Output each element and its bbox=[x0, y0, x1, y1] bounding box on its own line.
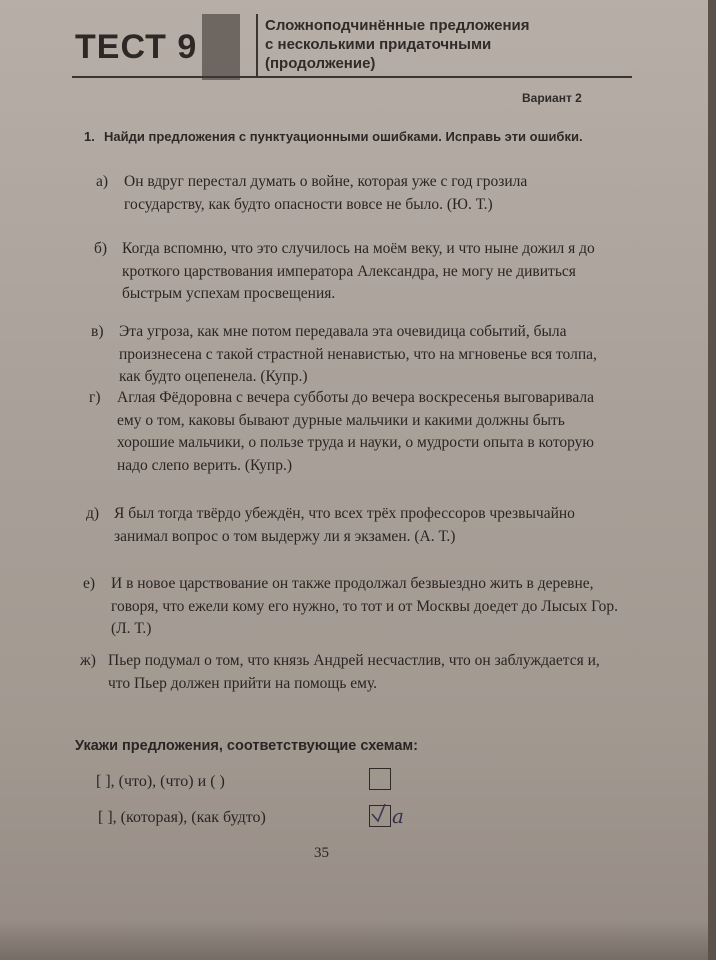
sentence-item-zh bbox=[80, 650, 625, 695]
item-text: Пьер подумал о том, что князь Андрей несчастлив, что он заблуждается и, что Пьер должен прийти на помощь ему. bbox=[108, 652, 600, 692]
subtitle-line: с несколькими придаточными bbox=[265, 36, 492, 53]
item-letter: ж) bbox=[80, 652, 96, 669]
item-text: Аглая Фёдоровна с вечера субботы до вечера воскресенья выговаривала ему о том, каковы бывают дурные мальчики и какими должны быть хорошие мальчики, о пользе труда и науки, о мудрости опыта в которую надо слепо верить. (Купр.) bbox=[117, 389, 595, 474]
page-bottom-shadow bbox=[0, 920, 716, 960]
item-letter: е) bbox=[83, 575, 96, 592]
task-2-instruction: Укажи предложения, соответствующие схемам: bbox=[75, 738, 418, 754]
scheme-2-answer-box[interactable] bbox=[369, 804, 404, 828]
subtitle-line: (продолжение) bbox=[265, 55, 376, 72]
variant-label: Вариант 2 bbox=[522, 91, 582, 105]
task-text: Найди предложения с пунктуационными ошибками. Исправь эти ошибки. bbox=[104, 129, 583, 144]
item-text: Эта угроза, как мне потом передавала эта очевидица событий, была произнесена с такой страстной ненавистью, что на мгновенье вся толпа, как будто оцепенела. (Купр.) bbox=[119, 323, 597, 385]
scheme-1-formula: [ ], (что), (что) и ( ) bbox=[96, 773, 225, 790]
item-letter: д) bbox=[86, 505, 100, 522]
sentence-item-g bbox=[89, 387, 617, 477]
task-number: 1. bbox=[84, 129, 95, 144]
item-text: И в новое царствование он также продолжал безвыездно жить в деревне, говоря, что ежели кому его нужно, то тот и от Москвы доедет до Лысых Гор. (Л. Т.) bbox=[111, 575, 619, 637]
scheme-1-answer-box[interactable] bbox=[369, 768, 391, 790]
scheme-2-formula: [ ], (которая), (как будто) bbox=[98, 809, 266, 826]
header-divider bbox=[72, 76, 632, 78]
page-number: 35 bbox=[314, 845, 329, 861]
item-text: Когда вспомню, что это случилось на моём веку, и что ныне дожил я до кроткого царствования императора Александра, не могу не дивиться быстрым успехам просвещения. bbox=[122, 240, 595, 302]
checkmark-icon bbox=[369, 802, 391, 824]
header-divider-vertical bbox=[256, 14, 258, 78]
item-text: Он вдруг перестал думать о войне, которая уже с год грозила государству, как будто опасности вовсе не было. (Ю. Т.) bbox=[124, 173, 528, 213]
sentence-item-v bbox=[91, 321, 613, 389]
sentence-item-d bbox=[86, 503, 620, 548]
header-decoration-block bbox=[202, 14, 240, 80]
test-title: ТЕСТ 9 bbox=[75, 28, 198, 66]
page-right-edge bbox=[708, 0, 716, 960]
item-letter: в) bbox=[91, 323, 104, 340]
item-text: Я был тогда твёрдо убеждён, что всех трёх профессоров чрезвычайно занимал вопрос о том выдержу ли я экзамен. (А. Т.) bbox=[114, 505, 575, 545]
item-letter: г) bbox=[89, 389, 101, 406]
scheme-2-answer: а bbox=[392, 804, 404, 828]
item-letter: а) bbox=[96, 173, 109, 190]
sentence-item-e bbox=[83, 573, 623, 641]
item-letter: б) bbox=[94, 240, 108, 257]
test-subtitle bbox=[265, 16, 565, 73]
task-1-instruction bbox=[84, 128, 624, 145]
sentence-item-b bbox=[94, 238, 609, 306]
sentence-item-a bbox=[96, 171, 606, 216]
subtitle-line: Сложноподчинённые предложения bbox=[265, 17, 530, 34]
